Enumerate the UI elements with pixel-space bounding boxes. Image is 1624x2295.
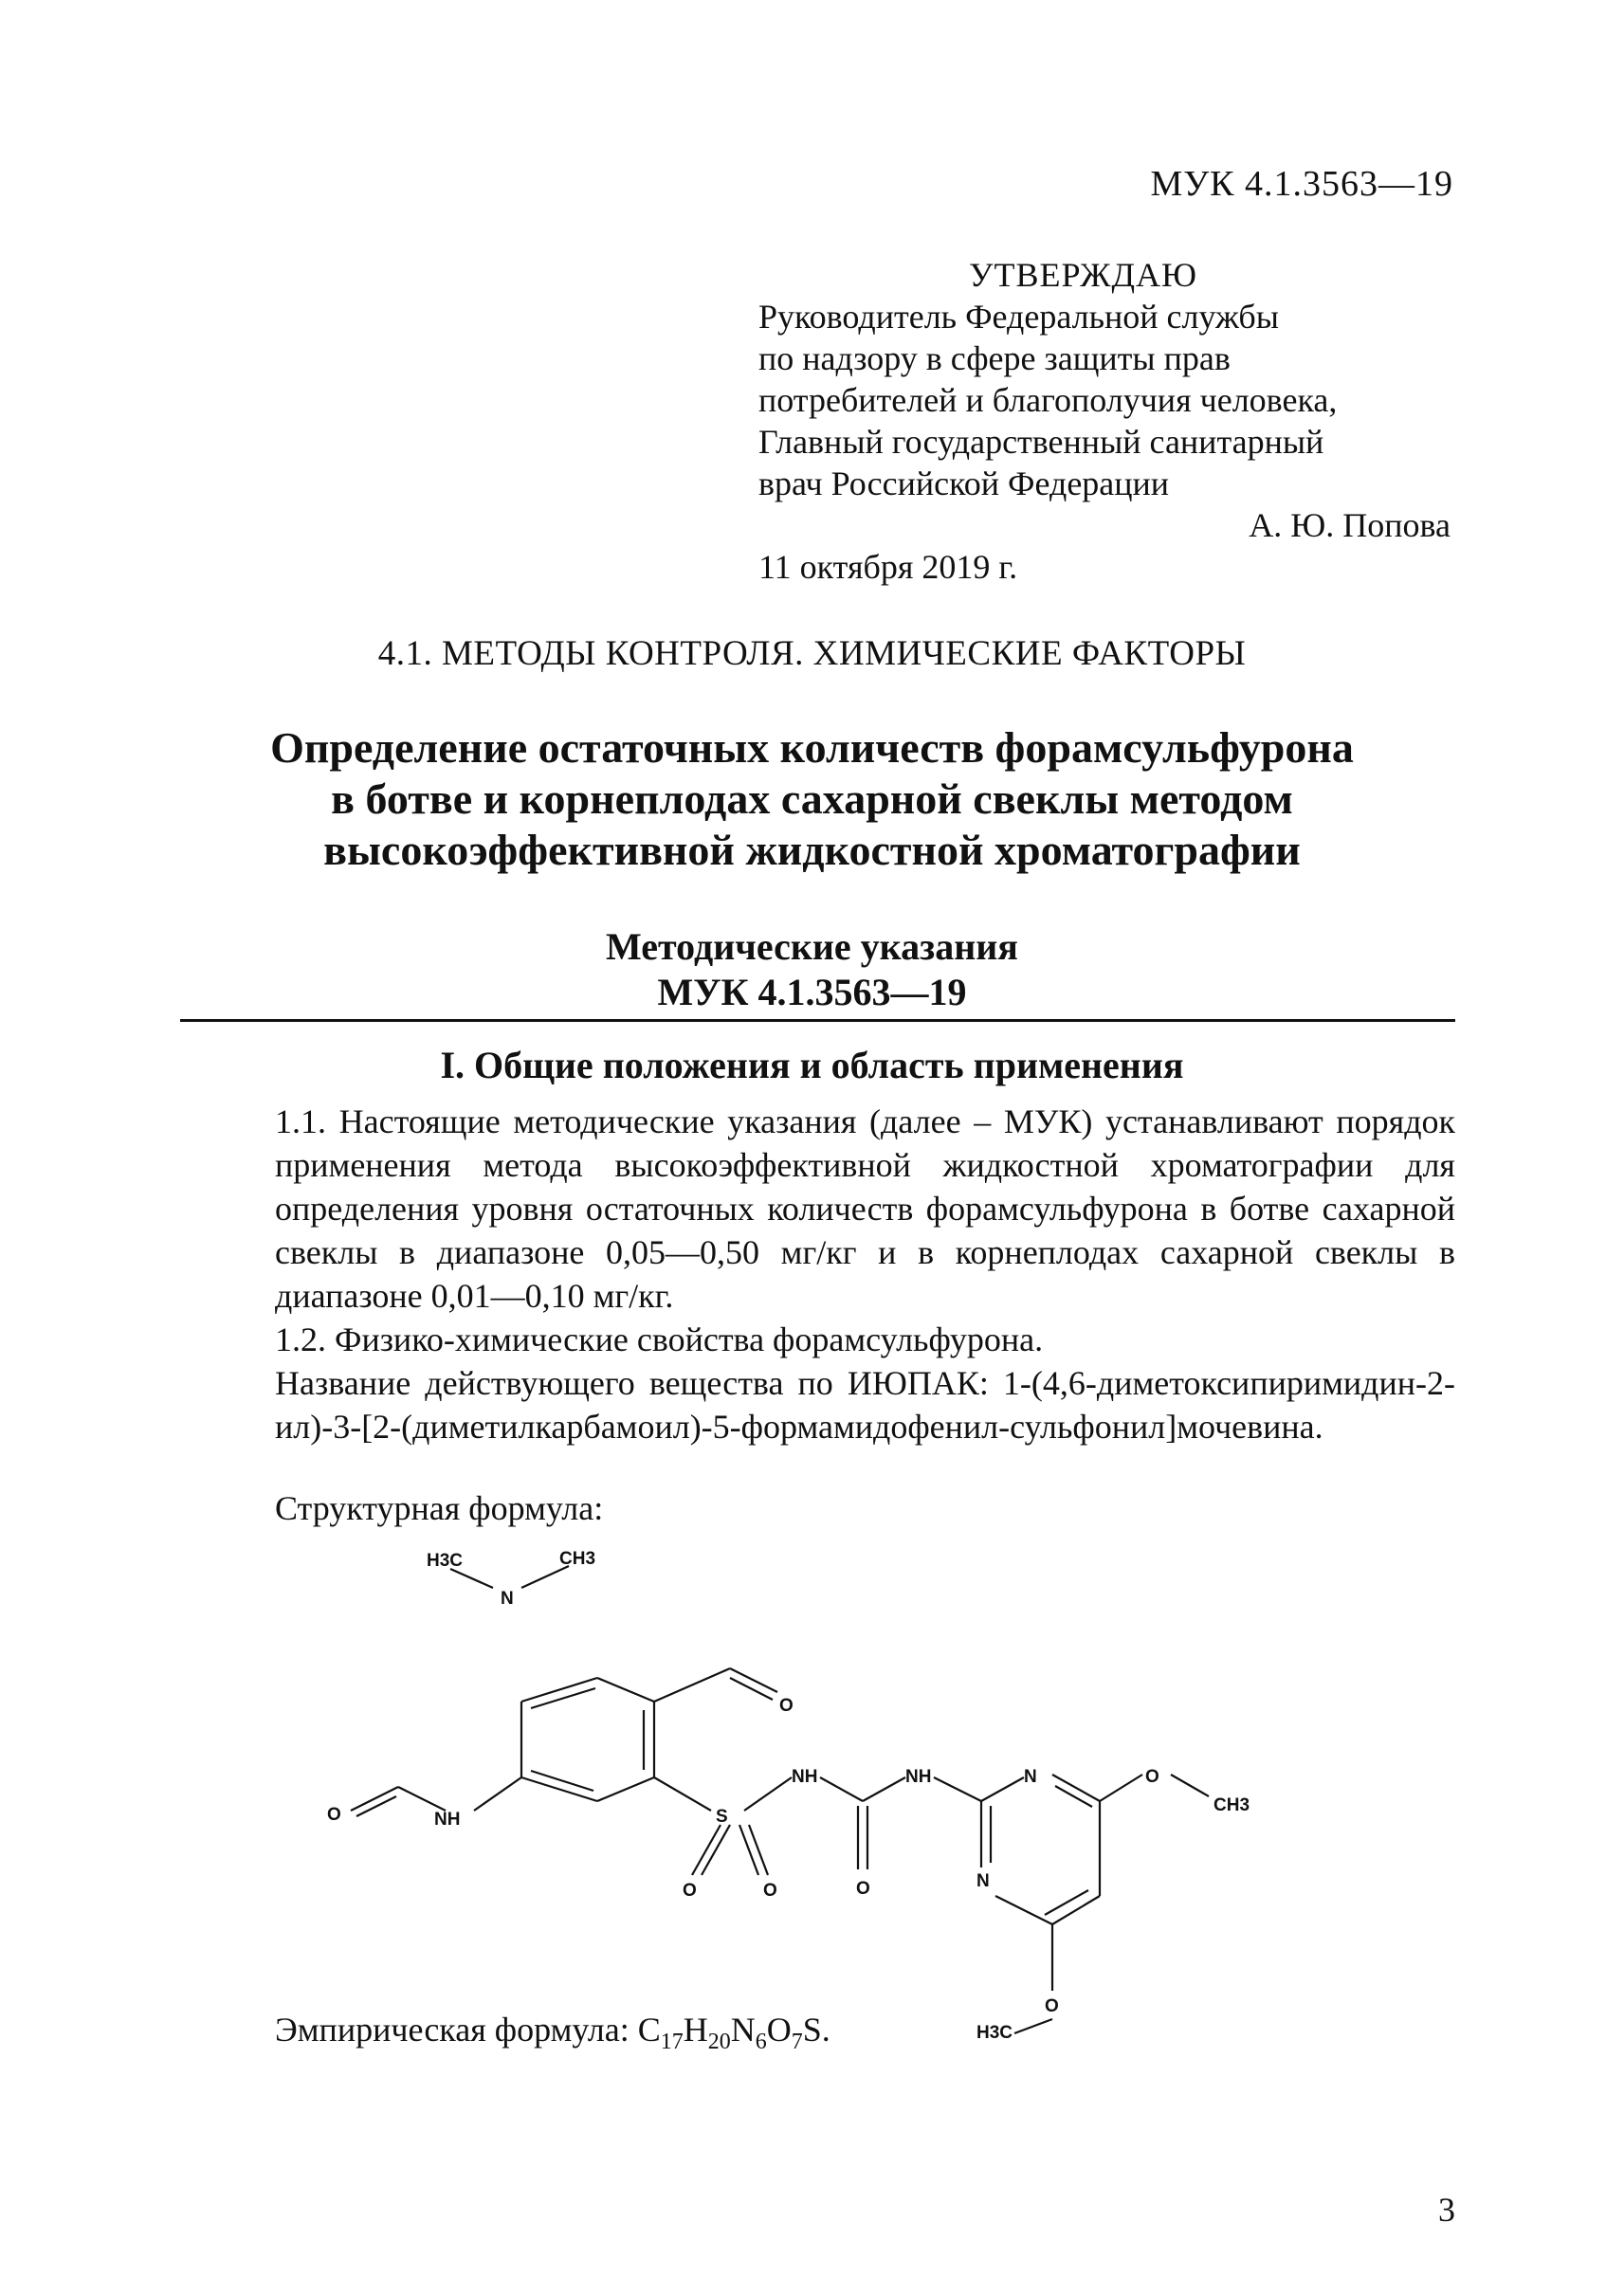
bonds bbox=[351, 1566, 1209, 2033]
atom-label: O bbox=[683, 1881, 697, 1901]
atom-label: NH bbox=[792, 1767, 818, 1787]
atom-label: NH bbox=[905, 1767, 932, 1787]
section-heading: 4.1. МЕТОДЫ КОНТРОЛЯ. ХИМИЧЕСКИЕ ФАКТОРЫ bbox=[377, 634, 1247, 673]
guidelines-code: МУК 4.1.3563—19 bbox=[657, 971, 967, 1013]
body-text bbox=[275, 1100, 1455, 1448]
atom-label: O bbox=[856, 1879, 870, 1899]
atom-label: H3C bbox=[427, 1551, 464, 1571]
approval-line: Главный государственный санитарный bbox=[758, 423, 1324, 461]
document-title bbox=[0, 722, 1624, 876]
title-line: Определение остаточных количеств форамсульфурона bbox=[270, 723, 1354, 772]
empirical-formula bbox=[275, 2010, 830, 2055]
atom-label: N bbox=[501, 1589, 514, 1609]
paragraph: Название действующего вещества по ИЮПАК: 1-(4,6-диметоксипиримидин-2-ил)-3-[2-(диметилкарбамоил)-5-формамидофенил-сульфонил]мочевина. bbox=[275, 1364, 1455, 1446]
title-line: в ботве и корнеплодах сахарной свеклы методом bbox=[331, 774, 1293, 823]
approval-line: по надзору в сфере защиты прав bbox=[758, 339, 1231, 377]
structural-formula-diagram bbox=[275, 1526, 1394, 2038]
atom-label: NH bbox=[434, 1810, 461, 1830]
atom-label: O bbox=[327, 1805, 341, 1825]
approval-line: врач Российской Федерации bbox=[758, 464, 1170, 502]
paragraph: 1.1. Настоящие методические указания (далее – МУК) устанавливают порядок применения метода высокоэффективной жидкостной хроматографии для определения уровня остаточных количеств форамсульфурона в ботве сахарной свеклы в диапазоне 0,05—0,50 мг/кг и в корнеплодах сахарной свеклы в диапазоне 0,01—0,10 мг/кг. bbox=[275, 1102, 1455, 1315]
atom-label: O bbox=[763, 1881, 777, 1901]
atom-label: CH3 bbox=[1213, 1795, 1250, 1815]
atom-label: O bbox=[1045, 1996, 1059, 2016]
title-line: высокоэффективной жидкостной хроматографии bbox=[323, 826, 1301, 874]
approval-signatory: А. Ю. Попова bbox=[1249, 506, 1451, 544]
guidelines-label: Методические указания bbox=[606, 925, 1018, 968]
divider-rule bbox=[180, 1019, 1455, 1022]
paragraph: 1.2. Физико-химические свойства форамсульфурона. bbox=[275, 1321, 1044, 1358]
atom-label: N bbox=[1024, 1767, 1037, 1787]
formula-value: $C_{17}H_{20}N_6O_7S$. bbox=[637, 2011, 830, 2055]
approval-title: УТВЕРЖДАЮ bbox=[969, 256, 1198, 294]
approval-line: Руководитель Федеральной службы bbox=[758, 298, 1279, 336]
page-number: 3 bbox=[1438, 2191, 1455, 2229]
atom-label: H3C bbox=[976, 2023, 1013, 2038]
guidelines-heading bbox=[0, 924, 1624, 1015]
approval-date: 11 октября 2019 г. bbox=[758, 548, 1018, 586]
empirical-formula-label: Эмпирическая формула: bbox=[275, 2011, 630, 2049]
atom-label: N bbox=[976, 1871, 990, 1891]
atom-label: CH3 bbox=[559, 1549, 596, 1569]
atom-label: S bbox=[716, 1807, 728, 1827]
atom-label: O bbox=[779, 1696, 794, 1716]
structural-formula-label: Структурная формула: bbox=[275, 1489, 604, 1527]
atom-label: O bbox=[1145, 1767, 1159, 1787]
approval-line: потребителей и благополучия человека, bbox=[758, 381, 1338, 419]
approval-block bbox=[758, 254, 1451, 588]
chapter-heading: I. Общие положения и область применения bbox=[440, 1044, 1184, 1086]
document-code: МУК 4.1.3563—19 bbox=[1150, 164, 1453, 204]
